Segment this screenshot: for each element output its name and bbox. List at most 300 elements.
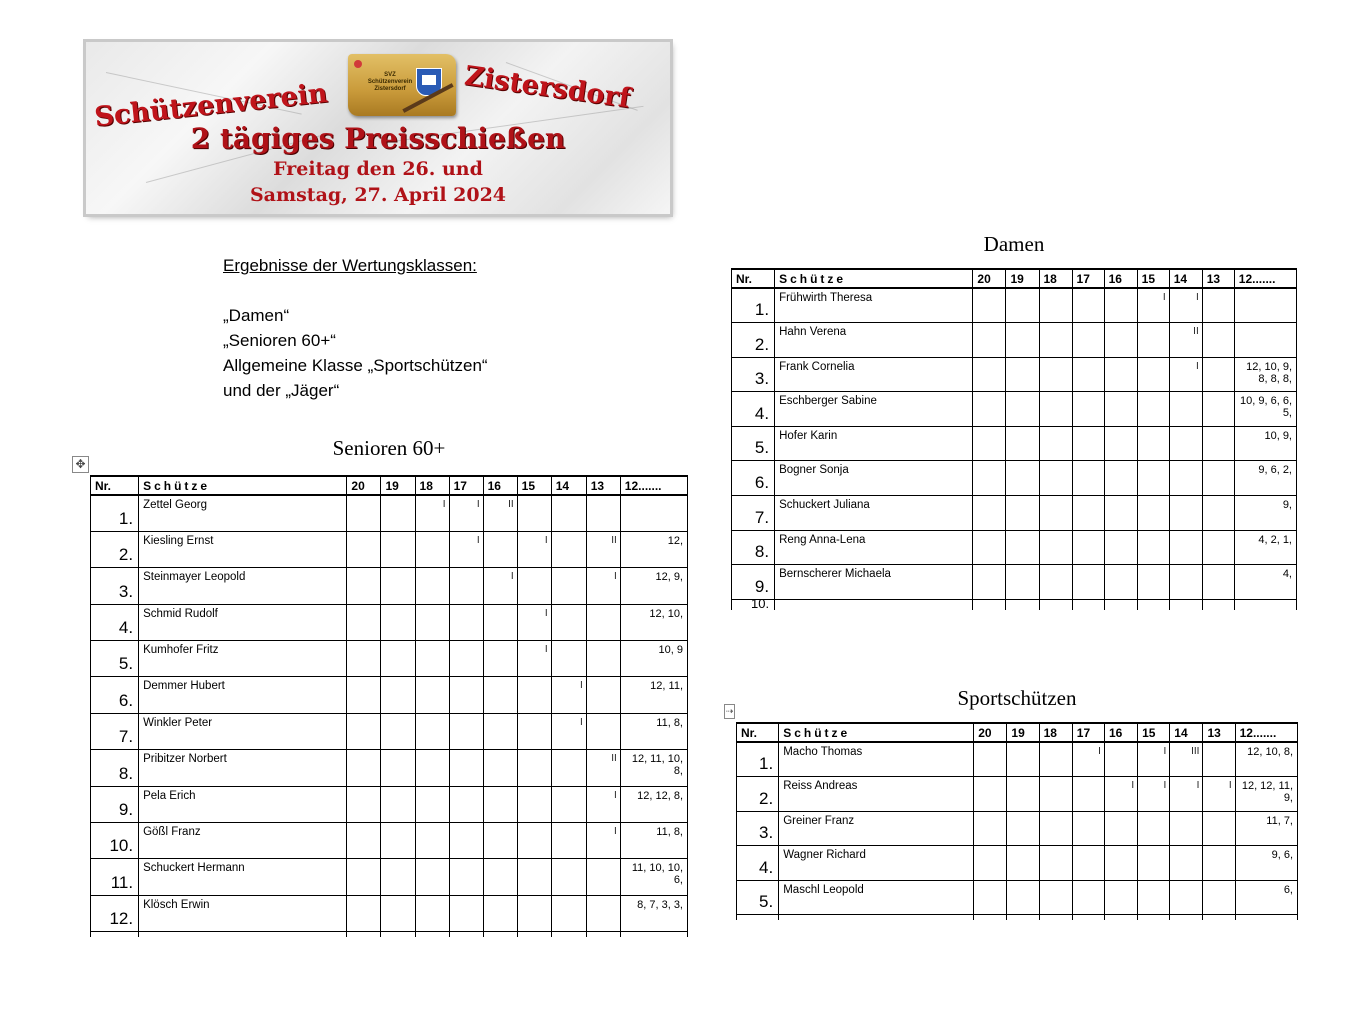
tally-cell	[1006, 357, 1039, 392]
shooter-name: Frühwirth Theresa	[775, 288, 973, 323]
club-name-right: Zistersdorf	[462, 60, 633, 115]
column-header-ring: 14	[1170, 723, 1203, 742]
tally-cell	[586, 895, 620, 931]
tally-cell	[1138, 846, 1170, 881]
empty-cell	[483, 932, 517, 937]
table-row	[732, 426, 1297, 461]
shooter-name: Winkler Peter	[139, 713, 347, 749]
shooter-name: Frank Cornelia	[775, 357, 973, 392]
shooter-name: Steinmayer Leopold	[139, 568, 347, 604]
event-title: 2 tägiges Preisschießen	[190, 122, 566, 155]
remaining-scores-cell: 10, 9, 6, 6, 5,	[1234, 392, 1296, 427]
tally-cell: I	[517, 604, 551, 640]
tally-cell: I	[586, 786, 620, 822]
column-header-ring: 20	[973, 269, 1006, 288]
rank-cell: 2.	[737, 777, 779, 812]
tally-cell	[347, 823, 381, 859]
tally-cell	[381, 495, 415, 531]
tally-cell	[551, 568, 586, 604]
tally-cell	[1104, 880, 1137, 915]
tally-cell	[1007, 880, 1039, 915]
column-header-ring: 14	[551, 476, 586, 495]
table-row	[737, 742, 1298, 777]
tally-cell	[1202, 426, 1234, 461]
tally-cell	[381, 823, 415, 859]
tally-cell	[1202, 392, 1234, 427]
remaining-scores-cell: 4, 2, 1,	[1234, 530, 1296, 565]
tally-cell	[1104, 811, 1137, 846]
tally-cell	[347, 641, 381, 677]
shooter-name: Reng Anna-Lena	[775, 530, 973, 565]
rank-cell: 6.	[732, 461, 775, 496]
column-header-ring: 12.......	[1235, 723, 1297, 742]
remaining-scores-cell: 12, 12, 8,	[620, 786, 687, 822]
rank-cell: 5.	[737, 880, 779, 915]
tally-cell	[1137, 357, 1169, 392]
table-row	[732, 288, 1297, 323]
empty-cell	[449, 932, 483, 937]
tally-cell	[1072, 880, 1104, 915]
tally-cell	[1104, 461, 1137, 496]
class-item: und der „Jäger“	[223, 381, 340, 400]
column-header-ring: 17	[449, 476, 483, 495]
tally-cell	[1169, 461, 1202, 496]
tally-cell	[347, 859, 381, 895]
tally-cell	[1072, 496, 1104, 531]
tally-cell	[1039, 392, 1072, 427]
tally-cell	[415, 859, 449, 895]
tally-cell	[973, 565, 1006, 600]
shooter-name: Hahn Verena	[775, 323, 973, 358]
tally-cell	[415, 677, 449, 713]
table-row	[91, 823, 688, 859]
shooter-name: Kumhofer Fritz	[139, 641, 347, 677]
column-header-ring: 15	[1138, 723, 1170, 742]
column-header-ring: 19	[1006, 269, 1039, 288]
tally-cell	[1072, 530, 1104, 565]
tally-cell	[449, 895, 483, 931]
tally-cell	[1039, 357, 1072, 392]
table-row	[91, 895, 688, 931]
table-move-icon[interactable]: ⇢	[724, 704, 735, 719]
tally-cell	[973, 357, 1006, 392]
rank-cell: 7.	[91, 713, 139, 749]
tally-cell	[1039, 496, 1072, 531]
tally-cell: II	[586, 750, 620, 786]
rank-cell: 9.	[732, 565, 775, 600]
tally-cell	[347, 713, 381, 749]
rank-cell: 1.	[737, 742, 779, 777]
tally-cell	[973, 496, 1006, 531]
tally-cell	[347, 750, 381, 786]
column-header-ring: 13	[1202, 269, 1234, 288]
shooter-name: Gößl Franz	[139, 823, 347, 859]
tally-cell	[1007, 811, 1039, 846]
tally-cell	[551, 750, 586, 786]
table-move-icon[interactable]: ✥	[72, 456, 89, 473]
tally-cell	[1072, 426, 1104, 461]
table-row-partial	[91, 932, 688, 937]
table-row-partial	[732, 599, 1297, 610]
shooter-name: Pribitzer Norbert	[139, 750, 347, 786]
tally-cell: I	[1169, 288, 1202, 323]
remaining-scores-cell: 12, 10,	[620, 604, 687, 640]
empty-cell	[551, 932, 586, 937]
tally-cell	[973, 461, 1006, 496]
shooter-name: Eschberger Sabine	[775, 392, 973, 427]
tally-cell	[1006, 530, 1039, 565]
empty-cell	[973, 599, 1006, 610]
empty-cell	[1007, 915, 1039, 920]
tally-cell	[1006, 323, 1039, 358]
tally-cell	[381, 531, 415, 567]
shooter-name: Schuckert Juliana	[775, 496, 973, 531]
tally-cell	[1104, 846, 1137, 881]
rank-cell: 5.	[732, 426, 775, 461]
table-row	[737, 846, 1298, 881]
tally-cell	[1006, 565, 1039, 600]
tally-cell	[415, 568, 449, 604]
tally-cell	[483, 750, 517, 786]
damen-table	[731, 268, 1297, 610]
class-item: „Senioren 60+“	[223, 331, 336, 350]
tally-cell: I	[449, 531, 483, 567]
tally-cell	[974, 777, 1007, 812]
tally-cell	[551, 859, 586, 895]
empty-cell	[586, 932, 620, 937]
tally-cell	[1039, 565, 1072, 600]
tally-cell	[1202, 496, 1234, 531]
tally-cell	[1039, 530, 1072, 565]
table-row	[732, 461, 1297, 496]
tally-cell	[1072, 811, 1104, 846]
remaining-scores-cell: 8, 7, 3, 3,	[620, 895, 687, 931]
tally-cell	[1137, 323, 1169, 358]
tally-cell	[1202, 530, 1234, 565]
column-header-ring: 20	[347, 476, 381, 495]
column-header-ring: 19	[381, 476, 415, 495]
tally-cell	[586, 495, 620, 531]
empty-cell	[1137, 599, 1169, 610]
tally-cell	[347, 531, 381, 567]
rank-cell: 1.	[91, 495, 139, 531]
tally-cell	[586, 859, 620, 895]
tally-cell	[1202, 288, 1234, 323]
tally-cell	[1039, 811, 1072, 846]
tally-cell	[449, 713, 483, 749]
remaining-scores-cell: 9, 6, 2,	[1234, 461, 1296, 496]
empty-cell	[1203, 915, 1235, 920]
tally-cell	[483, 677, 517, 713]
class-item: Allgemeine Klasse „Sportschützen“	[223, 356, 488, 375]
tally-cell	[1202, 357, 1234, 392]
rank-cell: 4.	[737, 846, 779, 881]
rank-cell: 4.	[732, 392, 775, 427]
empty-cell	[517, 932, 551, 937]
empty-cell	[415, 932, 449, 937]
rank-cell: 3.	[737, 811, 779, 846]
tally-cell	[1007, 742, 1039, 777]
tally-cell	[974, 811, 1007, 846]
tally-cell	[974, 742, 1007, 777]
tally-cell	[1169, 426, 1202, 461]
column-header-ring: 17	[1072, 269, 1104, 288]
tally-cell: I	[483, 568, 517, 604]
empty-cell	[1138, 915, 1170, 920]
tally-cell	[415, 750, 449, 786]
table-row	[91, 859, 688, 895]
tally-cell	[551, 786, 586, 822]
shooter-name: Schuckert Hermann	[139, 859, 347, 895]
tally-cell	[1138, 880, 1170, 915]
empty-cell	[620, 932, 687, 937]
table-row	[91, 677, 688, 713]
tally-cell	[1006, 496, 1039, 531]
tally-cell: I	[517, 531, 551, 567]
senioren-table	[90, 475, 688, 937]
tally-cell	[517, 895, 551, 931]
tally-cell: I	[586, 823, 620, 859]
rank-cell: 1.	[732, 288, 775, 323]
tally-cell	[347, 568, 381, 604]
tally-cell	[1104, 742, 1137, 777]
tally-cell	[381, 750, 415, 786]
column-header-ring: 13	[586, 476, 620, 495]
table-row	[91, 750, 688, 786]
shooter-name: Greiner Franz	[779, 811, 974, 846]
tally-cell	[1137, 461, 1169, 496]
remaining-scores-cell: 12, 9,	[620, 568, 687, 604]
tally-cell	[483, 713, 517, 749]
tally-cell	[1006, 392, 1039, 427]
tally-cell	[483, 786, 517, 822]
rank-cell: 7.	[732, 496, 775, 531]
tally-cell: I	[1169, 357, 1202, 392]
tally-cell	[551, 823, 586, 859]
tally-cell: I	[551, 713, 586, 749]
table-row	[732, 392, 1297, 427]
tally-cell	[381, 677, 415, 713]
tally-cell	[1039, 742, 1072, 777]
table-row	[737, 811, 1298, 846]
column-header-ring: 16	[483, 476, 517, 495]
tally-cell	[1072, 461, 1104, 496]
tally-cell	[347, 495, 381, 531]
column-header-ring: 20	[974, 723, 1007, 742]
rank-cell: 10.	[91, 823, 139, 859]
tally-cell	[381, 859, 415, 895]
tally-cell	[1072, 392, 1104, 427]
tally-cell	[1104, 323, 1137, 358]
column-header-ring: 15	[1137, 269, 1169, 288]
table-row	[91, 531, 688, 567]
rank-cell: 8.	[732, 530, 775, 565]
column-header-ring: 16	[1104, 723, 1137, 742]
tally-cell	[1104, 426, 1137, 461]
tally-cell	[449, 750, 483, 786]
tally-cell	[415, 604, 449, 640]
tally-cell	[1039, 461, 1072, 496]
tally-cell	[1202, 461, 1234, 496]
tally-cell	[381, 786, 415, 822]
tally-cell	[1006, 288, 1039, 323]
tally-cell	[1039, 777, 1072, 812]
tally-cell	[973, 426, 1006, 461]
tally-cell	[483, 531, 517, 567]
tally-cell: I	[517, 641, 551, 677]
table-row	[737, 880, 1298, 915]
tally-cell	[347, 677, 381, 713]
remaining-scores-cell: 11, 8,	[620, 823, 687, 859]
tally-cell	[1170, 846, 1203, 881]
tally-cell	[586, 677, 620, 713]
tally-cell	[517, 495, 551, 531]
empty-cell	[1039, 915, 1072, 920]
tally-cell	[1039, 880, 1072, 915]
column-header-ring: 14	[1169, 269, 1202, 288]
tally-cell	[381, 895, 415, 931]
tally-cell	[1137, 426, 1169, 461]
remaining-scores-cell: 11, 10, 10, 6,	[620, 859, 687, 895]
shooter-name: Maschl Leopold	[779, 880, 974, 915]
column-header-nr: Nr.	[732, 269, 775, 288]
tally-cell	[1169, 530, 1202, 565]
tally-cell: I	[1138, 742, 1170, 777]
tally-cell	[381, 568, 415, 604]
tally-cell	[449, 786, 483, 822]
shooter-name: Klösch Erwin	[139, 895, 347, 931]
tally-cell	[415, 786, 449, 822]
tally-cell	[551, 641, 586, 677]
remaining-scores-cell: 12, 12, 11, 9,	[1235, 777, 1297, 812]
remaining-scores-cell: 6,	[1235, 880, 1297, 915]
club-emblem-flag	[348, 54, 456, 116]
table-row	[91, 568, 688, 604]
tally-cell: I	[1203, 777, 1235, 812]
rank-cell: 8.	[91, 750, 139, 786]
tally-cell	[551, 495, 586, 531]
tally-cell	[586, 713, 620, 749]
tally-cell	[1072, 357, 1104, 392]
column-header-ring: 19	[1007, 723, 1039, 742]
tally-cell	[1007, 846, 1039, 881]
tally-cell	[1104, 392, 1137, 427]
shooter-name: Zettel Georg	[139, 495, 347, 531]
empty-cell	[1234, 599, 1296, 610]
empty-cell	[347, 932, 381, 937]
tally-cell	[1170, 811, 1203, 846]
tally-cell: III	[1170, 742, 1203, 777]
tally-cell	[1137, 392, 1169, 427]
tally-cell	[973, 530, 1006, 565]
tally-cell	[973, 392, 1006, 427]
empty-cell	[1235, 915, 1297, 920]
table-row	[91, 786, 688, 822]
column-header-ring: 13	[1203, 723, 1235, 742]
column-header-nr: Nr.	[737, 723, 779, 742]
remaining-scores-cell: 9, 6,	[1235, 846, 1297, 881]
tally-cell	[1104, 530, 1137, 565]
tally-cell	[1137, 530, 1169, 565]
rank-cell: 9.	[91, 786, 139, 822]
tally-cell	[1137, 496, 1169, 531]
empty-cell	[1104, 915, 1137, 920]
tally-cell	[415, 823, 449, 859]
empty-cell	[1072, 915, 1104, 920]
remaining-scores-cell: 4,	[1234, 565, 1296, 600]
tally-cell	[1006, 426, 1039, 461]
tally-cell	[974, 880, 1007, 915]
tally-cell	[586, 604, 620, 640]
shooter-name: Hofer Karin	[775, 426, 973, 461]
club-name-left: Schützenverein	[93, 77, 329, 134]
event-date-line2: Samstag, 27. April 2024	[249, 184, 507, 206]
tally-cell: I	[449, 495, 483, 531]
empty-cell	[1039, 599, 1072, 610]
column-header-name: Schütze	[139, 476, 347, 495]
tally-cell	[415, 641, 449, 677]
column-header-ring: 12.......	[1234, 269, 1296, 288]
table-row-partial	[737, 915, 1298, 920]
tally-cell	[1072, 323, 1104, 358]
remaining-scores-cell: 12, 11, 10, 8,	[620, 750, 687, 786]
tally-cell	[415, 531, 449, 567]
tally-cell	[1072, 565, 1104, 600]
tally-cell	[347, 895, 381, 931]
tally-cell	[449, 859, 483, 895]
tally-cell	[1202, 323, 1234, 358]
empty-cell	[779, 915, 974, 920]
column-header-nr: Nr.	[91, 476, 139, 495]
table-row	[732, 565, 1297, 600]
empty-cell	[1170, 915, 1203, 920]
tally-cell	[415, 713, 449, 749]
tally-cell: I	[1137, 288, 1169, 323]
tally-cell	[1104, 357, 1137, 392]
emblem-text: SVZ Schützenverein Zistersdorf	[367, 72, 413, 92]
tally-cell	[1170, 880, 1203, 915]
tally-cell	[517, 859, 551, 895]
remaining-scores-cell: 12, 11,	[620, 677, 687, 713]
tally-cell	[1039, 288, 1072, 323]
tally-cell	[483, 823, 517, 859]
tally-cell	[483, 895, 517, 931]
remaining-scores-cell: 12, 10, 8,	[1235, 742, 1297, 777]
tally-cell	[1039, 323, 1072, 358]
empty-cell	[381, 932, 415, 937]
tally-cell: I	[415, 495, 449, 531]
tally-cell: I	[1104, 777, 1137, 812]
tally-cell	[517, 568, 551, 604]
tally-cell: I	[551, 677, 586, 713]
tally-cell	[974, 846, 1007, 881]
column-header-ring: 15	[517, 476, 551, 495]
tally-cell	[586, 641, 620, 677]
column-header-name: Schütze	[779, 723, 974, 742]
remaining-scores-cell	[1234, 288, 1296, 323]
damen-title: Damen	[983, 232, 1045, 256]
tally-cell	[1202, 565, 1234, 600]
rank-cell: 12.	[91, 895, 139, 931]
empty-cell	[1072, 599, 1104, 610]
tally-cell	[517, 713, 551, 749]
tally-cell	[1039, 426, 1072, 461]
remaining-scores-cell	[620, 495, 687, 531]
tally-cell	[1072, 777, 1104, 812]
shooter-name: Bogner Sonja	[775, 461, 973, 496]
rank-cell: 4.	[91, 604, 139, 640]
tally-cell	[381, 713, 415, 749]
